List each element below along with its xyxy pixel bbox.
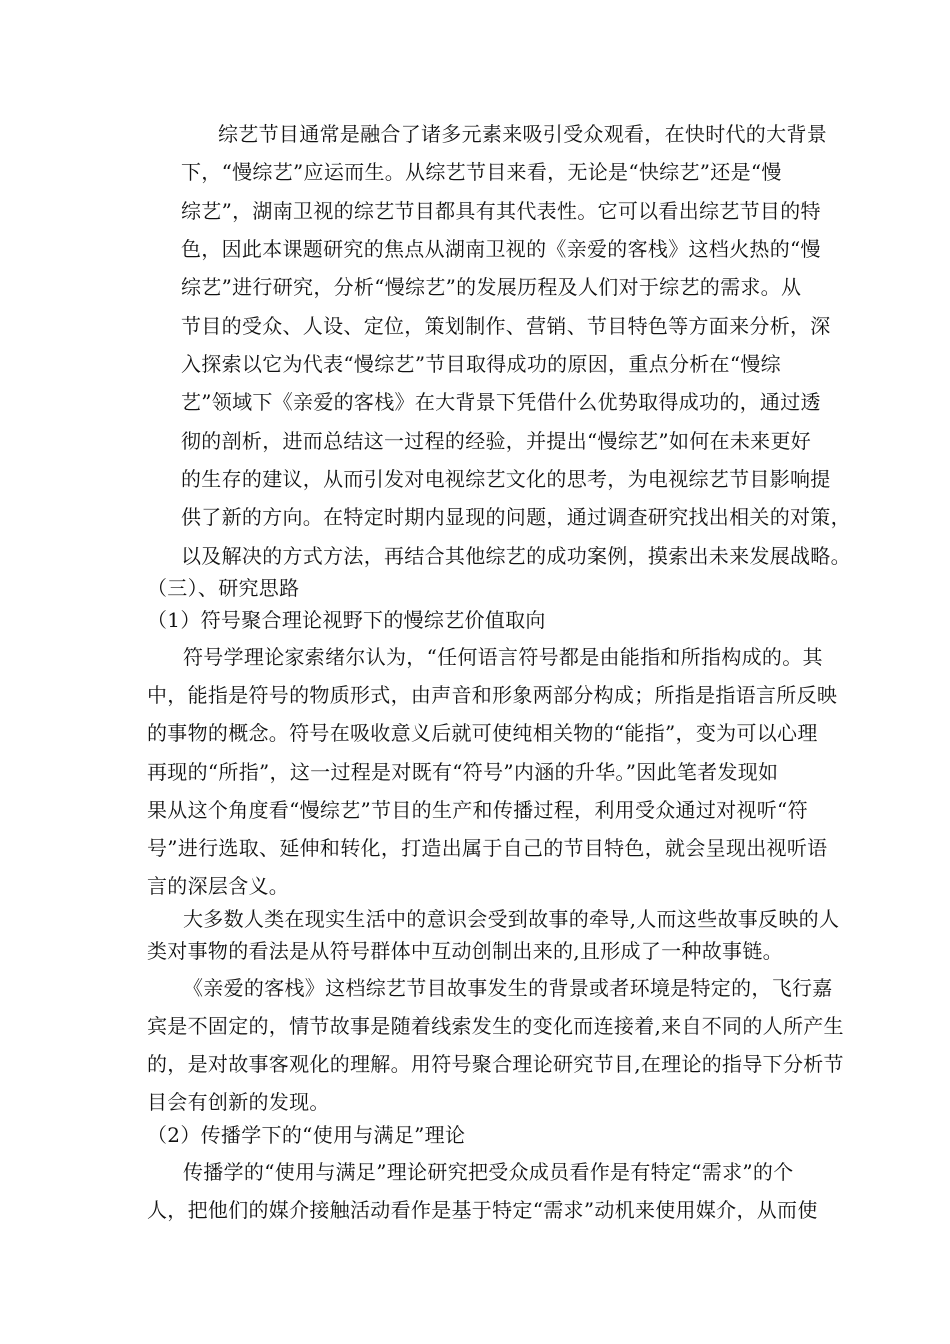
body-line: 目会有创新的发现。 [147, 1090, 330, 1114]
intro-line: 彻的剖析，进而总结这一过程的经验，并提出“慢综艺”如何在未来更好 [181, 429, 812, 453]
body-line: 的，是对故事客观化的理解。用符号聚合理论研究节目,在理论的指导下分析节 [147, 1052, 844, 1076]
body-line: 的事物的概念。符号在吸收意义后就可使纯相关物的“能指”，变为可以心理 [147, 721, 818, 745]
body-line: 《亲爱的客栈》这档综艺节目故事发生的背景或者环境是特定的，飞行嘉 [183, 976, 833, 1000]
intro-line: 入探索以它为代表“慢综艺”节目取得成功的原因，重点分析在“慢综 [181, 352, 781, 376]
section-heading: （三）、研究思路 [147, 576, 300, 600]
intro-line: 综艺”，湖南卫视的综艺节目都具有其代表性。它可以看出综艺节目的特 [181, 199, 821, 223]
body-line: 宾是不固定的，情节故事是随着线索发生的变化而连接着,来自不同的人所产生 [147, 1014, 844, 1038]
body-line: 类对事物的看法是从符号群体中互动创制出来的,且形成了一种故事链。 [147, 939, 783, 963]
body-line: 符号学理论家索绪尔认为，“任何语言符号都是由能指和所指构成的。其 [183, 645, 823, 669]
intro-line: 综艺”进行研究，分析“慢综艺”的发展历程及人们对于综艺的需求。从 [181, 275, 802, 299]
subsection-heading-1: （1）符号聚合理论视野下的慢综艺价值取向 [147, 608, 546, 632]
body-line: 再现的“所指”，这一过程是对既有“符号”内涵的升华。”因此笔者发现如 [147, 760, 779, 784]
body-line: 传播学的“使用与满足”理论研究把受众成员看作是有特定“需求”的个 [183, 1160, 794, 1184]
body-line: 中，能指是符号的物质形式，由声音和形象两部分构成；所指是指语言所反映 [147, 683, 838, 707]
body-line: 人，把他们的媒介接触活动看作是基于特定“需求”动机来使用媒介，从而使 [147, 1198, 818, 1222]
body-line: 果从这个角度看“慢综艺”节目的生产和传播过程，利用受众通过对视听“符 [147, 798, 808, 822]
intro-line: 供了新的方向。在特定时期内显现的问题，通过调查研究找出相关的对策， [181, 505, 851, 529]
intro-line: 以及解决的方式方法，再结合其他综艺的成功案例，摸索出未来发展战略。 [181, 544, 851, 568]
body-line: 号”进行选取、延伸和转化，打造出属于自己的节目特色，就会呈现出视听语 [147, 836, 828, 860]
intro-line: 综艺节目通常是融合了诸多元素来吸引受众观看，在快时代的大背景 [218, 122, 827, 146]
intro-line: 色，因此本课题研究的焦点从湖南卫视的《亲爱的客栈》这档火热的“慢 [181, 237, 821, 261]
body-line: 大多数人类在现实生活中的意识会受到故事的牵导,人而这些故事反映的人 [183, 907, 840, 931]
body-line: 言的深层含义。 [147, 874, 290, 898]
intro-line: 的生存的建议，从而引发对电视综艺文化的思考，为电视综艺节目影响提 [181, 467, 831, 491]
intro-line: 艺”领域下《亲爱的客栈》在大背景下凭借什么优势取得成功的，通过透 [181, 390, 821, 414]
intro-line: 节目的受众、人设、定位，策划制作、营销、节目特色等方面来分析，深 [181, 314, 831, 338]
intro-line: 下，“慢综艺”应运而生。从综艺节目来看，无论是“快综艺”还是“慢 [181, 160, 782, 184]
subsection-heading-2: （2）传播学下的“使用与满足”理论 [147, 1123, 466, 1147]
